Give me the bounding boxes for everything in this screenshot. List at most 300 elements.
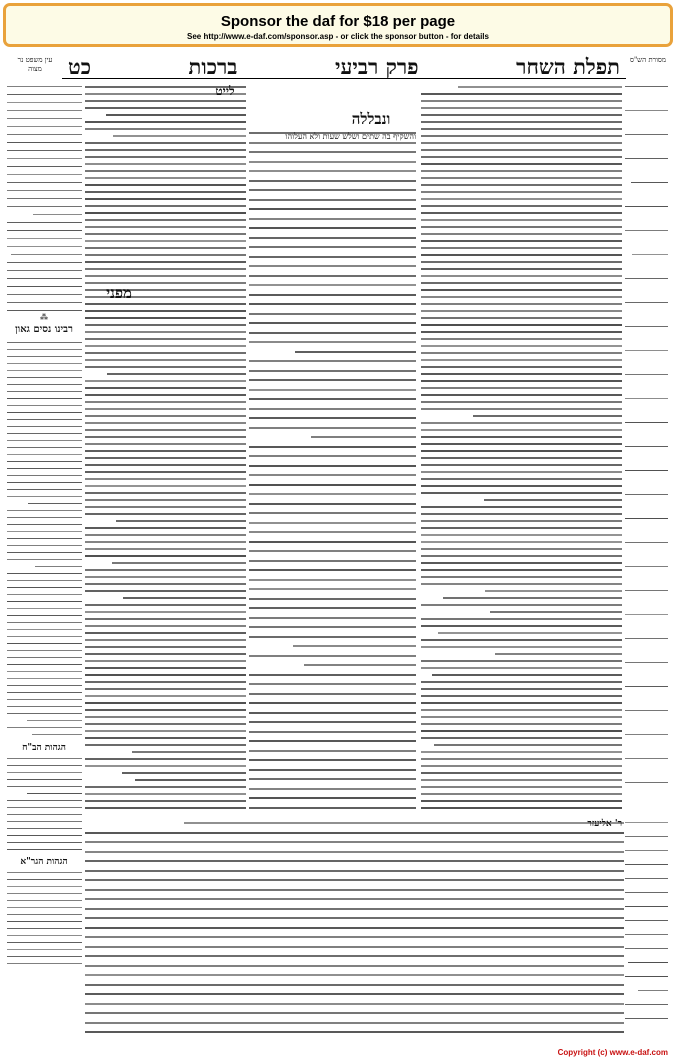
- text-line: [123, 597, 246, 599]
- text-line: [421, 121, 622, 123]
- text-line: [85, 993, 624, 995]
- text-line: [421, 289, 622, 291]
- text-line: [85, 936, 624, 938]
- gemara-column: [248, 130, 416, 810]
- text-line: [421, 534, 622, 536]
- text-line: [421, 443, 622, 445]
- text-line: [421, 779, 622, 781]
- text-line: [85, 499, 246, 501]
- text-line: [249, 398, 416, 400]
- text-line: [85, 870, 624, 872]
- text-line: [7, 102, 82, 103]
- text-line: [421, 492, 622, 494]
- text-line: [249, 493, 416, 495]
- text-line: [85, 1003, 624, 1005]
- text-line: [7, 956, 82, 957]
- text-line: [421, 114, 622, 116]
- text-line: [7, 270, 82, 271]
- text-line: [135, 779, 246, 781]
- text-line: [625, 590, 668, 591]
- text-line: [625, 398, 668, 399]
- text-line: [85, 660, 246, 662]
- text-line: [85, 534, 246, 536]
- text-line: [85, 555, 246, 557]
- text-line: [7, 821, 82, 822]
- text-line: [421, 149, 622, 151]
- text-line: [421, 247, 622, 249]
- text-line: [7, 559, 82, 560]
- text-line: [421, 751, 622, 753]
- text-line: [304, 664, 416, 666]
- text-line: [85, 191, 246, 193]
- text-line: [421, 457, 622, 459]
- text-line: [85, 841, 624, 843]
- text-line: [443, 597, 622, 599]
- gemara-opening-phrase: והשקיף בה שתים ושלש שעות ולא העלוהו: [285, 132, 416, 141]
- text-line: [625, 350, 668, 351]
- text-line: [85, 583, 246, 585]
- text-line: [85, 254, 246, 256]
- text-line: [632, 254, 668, 255]
- text-line: [7, 772, 82, 773]
- text-line: [421, 569, 622, 571]
- text-line: [485, 590, 622, 592]
- text-line: [249, 256, 416, 258]
- text-line: [625, 734, 668, 735]
- text-line: [7, 524, 82, 525]
- text-line: [490, 611, 622, 613]
- text-line: [421, 786, 622, 788]
- text-line: [638, 990, 668, 991]
- text-line: [249, 275, 416, 277]
- text-line: [85, 590, 246, 592]
- text-line: [85, 100, 246, 102]
- text-line: [249, 569, 416, 571]
- text-line: [107, 373, 246, 375]
- text-line: [421, 583, 622, 585]
- header-rule: [62, 78, 626, 79]
- text-line: [85, 611, 246, 613]
- text-line: [421, 485, 622, 487]
- text-line: [7, 629, 82, 630]
- text-line: [421, 464, 622, 466]
- text-line: [7, 699, 82, 700]
- text-line: [7, 786, 82, 787]
- text-line: [421, 737, 622, 739]
- text-line: [85, 219, 246, 221]
- text-line: [85, 268, 246, 270]
- text-line: [85, 471, 246, 473]
- text-line: [7, 482, 82, 483]
- text-line: [421, 317, 622, 319]
- text-line: [249, 778, 416, 780]
- text-line: [85, 212, 246, 214]
- text-line: [85, 927, 624, 929]
- text-line: [625, 614, 668, 615]
- text-line: [421, 555, 622, 557]
- text-line: [7, 118, 82, 119]
- text-line: [85, 450, 246, 452]
- text-line: [7, 398, 82, 399]
- ein-mishpat-column: [6, 84, 82, 319]
- text-line: [625, 110, 668, 111]
- text-line: [7, 391, 82, 392]
- ein-mishpat-label: עין משפט נר מצוה: [17, 56, 53, 73]
- text-line: [85, 744, 246, 746]
- text-line: [7, 182, 82, 183]
- text-line: [249, 731, 416, 733]
- text-line: [85, 548, 246, 550]
- text-line: [7, 622, 82, 623]
- text-line: [249, 721, 416, 723]
- text-line: [85, 121, 246, 123]
- text-line: [421, 723, 622, 725]
- text-line: [421, 177, 622, 179]
- text-line: [7, 246, 82, 247]
- text-line: [7, 963, 82, 964]
- text-line: [421, 212, 622, 214]
- text-line: [625, 278, 668, 279]
- text-line: [85, 387, 246, 389]
- text-line: [421, 93, 622, 95]
- text-line: [249, 408, 416, 410]
- text-line: [249, 636, 416, 638]
- sponsor-subtitle: See http://www.e-daf.com/sponsor.asp - or click the sponsor button - for details: [187, 32, 489, 41]
- text-line: [421, 695, 622, 697]
- text-line: [85, 946, 624, 948]
- text-line: [421, 800, 622, 802]
- text-line: [249, 465, 416, 467]
- text-line: [7, 310, 82, 311]
- text-line: [85, 639, 246, 641]
- text-line: [85, 366, 246, 368]
- text-line: [7, 496, 82, 497]
- text-line: [625, 134, 668, 135]
- text-line: [631, 182, 668, 183]
- text-line: [7, 384, 82, 385]
- text-line: [421, 730, 622, 732]
- text-line: [7, 942, 82, 943]
- text-line: [7, 886, 82, 887]
- text-line: [625, 518, 668, 519]
- text-line: [421, 478, 622, 480]
- text-line: [7, 531, 82, 532]
- text-line: [7, 370, 82, 371]
- text-line: [7, 545, 82, 546]
- text-line: [7, 134, 82, 135]
- text-line: [421, 408, 622, 410]
- text-line: [85, 653, 246, 655]
- text-line: [249, 683, 416, 685]
- text-line: [421, 807, 622, 809]
- text-line: [112, 562, 246, 564]
- text-line: [249, 626, 416, 628]
- text-line: [85, 908, 624, 910]
- text-line: [249, 199, 416, 201]
- text-line: [85, 646, 246, 648]
- text-line: [249, 284, 416, 286]
- text-line: [85, 832, 624, 834]
- text-line: [421, 135, 622, 137]
- text-line: [85, 261, 246, 263]
- text-line: [7, 126, 82, 127]
- text-line: [249, 303, 416, 305]
- text-line: [7, 678, 82, 679]
- text-line: [85, 541, 246, 543]
- text-line: [249, 446, 416, 448]
- gemara-opening-word: ונבללה: [351, 110, 391, 128]
- text-line: [116, 520, 246, 522]
- text-line: [421, 541, 622, 543]
- text-line: [7, 356, 82, 357]
- hagahot-hagra-heading: הגהות הגר"א: [20, 857, 68, 867]
- sponsor-banner[interactable]: [3, 3, 673, 47]
- text-line: [85, 737, 246, 739]
- text-line: [85, 632, 246, 634]
- text-line: [249, 389, 416, 391]
- text-line: [7, 510, 82, 511]
- text-line: [85, 917, 624, 919]
- text-line: [421, 170, 622, 172]
- text-line: [421, 254, 622, 256]
- text-line: [85, 576, 246, 578]
- text-line: [421, 576, 622, 578]
- text-line: [7, 601, 82, 602]
- text-line: [438, 632, 622, 634]
- text-line: [7, 713, 82, 714]
- text-line: [85, 688, 246, 690]
- text-line: [249, 740, 416, 742]
- text-line: [28, 503, 82, 504]
- text-line: [421, 142, 622, 144]
- text-line: [625, 494, 668, 495]
- text-line: [85, 380, 246, 382]
- text-line: [625, 158, 668, 159]
- text-line: [421, 394, 622, 396]
- text-line: [628, 962, 668, 963]
- text-line: [625, 920, 668, 921]
- text-line: [421, 506, 622, 508]
- lower-section-word: ר' אליעזר: [587, 819, 622, 829]
- text-line: [7, 828, 82, 829]
- text-line: [85, 898, 624, 900]
- masoret-hashas-label: מסורת הש"ס: [629, 56, 667, 64]
- text-line: [85, 527, 246, 529]
- text-line: [625, 302, 668, 303]
- text-line: [85, 681, 246, 683]
- text-line: [625, 662, 668, 663]
- text-line: [249, 208, 416, 210]
- text-line: [249, 531, 416, 533]
- text-line: [85, 345, 246, 347]
- text-line: [421, 758, 622, 760]
- text-line: [421, 191, 622, 193]
- text-line: [249, 579, 416, 581]
- text-line: [249, 360, 416, 362]
- text-line: [421, 331, 622, 333]
- text-line: [421, 660, 622, 662]
- page-header: [4, 56, 672, 80]
- text-line: [7, 727, 82, 728]
- text-line: [85, 324, 246, 326]
- text-line: [7, 928, 82, 929]
- text-line: [7, 342, 82, 343]
- text-line: [85, 723, 246, 725]
- text-line: [85, 889, 624, 891]
- text-line: [625, 878, 668, 879]
- text-line: [85, 984, 624, 986]
- text-line: [85, 198, 246, 200]
- text-line: [249, 617, 416, 619]
- text-line: [7, 150, 82, 151]
- text-line: [249, 379, 416, 381]
- text-line: [625, 934, 668, 935]
- text-line: [85, 170, 246, 172]
- text-line: [421, 625, 622, 627]
- text-line: [421, 604, 622, 606]
- text-line: [249, 655, 416, 657]
- text-line: [625, 948, 668, 949]
- text-line: [7, 671, 82, 672]
- text-line: [7, 615, 82, 616]
- text-line: [85, 247, 246, 249]
- text-line: [625, 566, 668, 567]
- text-line: [32, 734, 82, 735]
- text-line: [85, 506, 246, 508]
- text-line: [7, 758, 82, 759]
- text-line: [7, 907, 82, 908]
- text-line: [85, 177, 246, 179]
- text-line: [85, 492, 246, 494]
- text-line: [85, 240, 246, 242]
- text-line: [421, 338, 622, 340]
- text-line: [249, 807, 416, 809]
- text-line: [625, 1018, 668, 1019]
- text-line: [85, 800, 246, 802]
- text-line: [249, 588, 416, 590]
- text-line: [85, 716, 246, 718]
- text-line: [249, 759, 416, 761]
- text-line: [7, 872, 82, 873]
- hagahot-hagra-column: [6, 870, 82, 970]
- text-line: [7, 142, 82, 143]
- text-line: [7, 807, 82, 808]
- text-line: [85, 429, 246, 431]
- text-line: [625, 422, 668, 423]
- text-line: [85, 317, 246, 319]
- text-line: [85, 401, 246, 403]
- text-line: [85, 1022, 624, 1024]
- text-line: [421, 793, 622, 795]
- text-line: [85, 851, 624, 853]
- text-line: [7, 573, 82, 574]
- text-line: [85, 793, 246, 795]
- text-line: [249, 246, 416, 248]
- text-line: [7, 552, 82, 553]
- text-line: [7, 468, 82, 469]
- text-line: [7, 900, 82, 901]
- text-line: [11, 254, 82, 255]
- text-line: [85, 860, 624, 862]
- text-line: [249, 370, 416, 372]
- text-line: [85, 457, 246, 459]
- text-line: [625, 758, 668, 759]
- text-line: [7, 166, 82, 167]
- text-line: [85, 142, 246, 144]
- text-line: [85, 758, 246, 760]
- text-line: [7, 779, 82, 780]
- text-line: [432, 674, 622, 676]
- text-line: [7, 643, 82, 644]
- text-line: [249, 598, 416, 600]
- text-line: [421, 296, 622, 298]
- text-line: [421, 688, 622, 690]
- text-line: [421, 219, 622, 221]
- page-title: [64, 56, 624, 78]
- text-line: [7, 580, 82, 581]
- text-line: [249, 693, 416, 695]
- text-line: [421, 373, 622, 375]
- text-line: [249, 550, 416, 552]
- text-line: [132, 751, 246, 753]
- text-line: [625, 206, 668, 207]
- text-line: [249, 427, 416, 429]
- text-line: [625, 1004, 668, 1005]
- text-line: [85, 184, 246, 186]
- hagahot-habach-column: [6, 756, 82, 854]
- text-line: [421, 471, 622, 473]
- text-line: [85, 163, 246, 165]
- text-line: [7, 94, 82, 95]
- text-line: [249, 607, 416, 609]
- text-line: [7, 433, 82, 434]
- text-line: [7, 238, 82, 239]
- text-line: [85, 974, 624, 976]
- text-line: [85, 359, 246, 361]
- text-line: [7, 650, 82, 651]
- text-line: [85, 709, 246, 711]
- text-line: [85, 128, 246, 130]
- text-line: [7, 475, 82, 476]
- text-line: [434, 744, 622, 746]
- text-line: [249, 512, 416, 514]
- text-line: [484, 499, 622, 501]
- text-line: [7, 174, 82, 175]
- text-line: [421, 205, 622, 207]
- text-line: [421, 261, 622, 263]
- text-line: [421, 128, 622, 130]
- text-line: [421, 198, 622, 200]
- text-line: [421, 765, 622, 767]
- text-line: [421, 429, 622, 431]
- text-line: [625, 906, 668, 907]
- text-line: [7, 608, 82, 609]
- text-line: [85, 786, 246, 788]
- text-line: [7, 454, 82, 455]
- text-line: [421, 436, 622, 438]
- text-line: [625, 374, 668, 375]
- text-line: [421, 646, 622, 648]
- text-line: [85, 107, 246, 109]
- text-line: [122, 772, 246, 774]
- text-line: [625, 892, 668, 893]
- text-line: [249, 180, 416, 182]
- text-line: [27, 720, 82, 721]
- text-line: [85, 408, 246, 410]
- text-line: [7, 879, 82, 880]
- text-line: [421, 100, 622, 102]
- text-line: [7, 685, 82, 686]
